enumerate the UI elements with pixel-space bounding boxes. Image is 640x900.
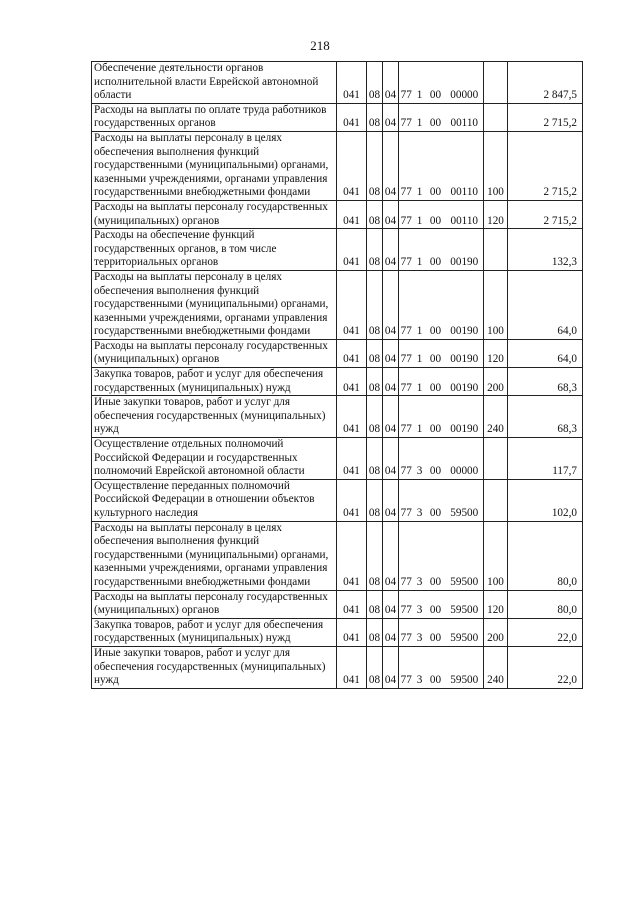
cs-measure-cell: 00 [426, 229, 446, 271]
cs-measure-cell: 00 [426, 521, 446, 590]
pr-cell: 04 [383, 229, 399, 271]
vr-cell [484, 62, 508, 104]
ved-cell: 041 [337, 590, 367, 618]
row-name: Обеспечение деятельности органов исполнительной власти Еврейской автономной области [92, 62, 337, 104]
cs-measure-cell: 00 [426, 131, 446, 200]
rz-cell: 08 [367, 229, 383, 271]
row-name: Иные закупки товаров, работ и услуг для обеспечения государственных (муниципальных) нужд [92, 646, 337, 688]
rz-cell: 08 [367, 396, 383, 438]
pr-cell: 04 [383, 131, 399, 200]
ved-cell: 041 [337, 339, 367, 367]
cs-program-cell: 77 [399, 479, 414, 521]
cs-direction-cell: 59500 [446, 590, 484, 618]
cs-measure-cell: 00 [426, 62, 446, 104]
table-row [92, 229, 583, 271]
cs-subprogram-cell: 1 [414, 62, 426, 104]
rz-cell: 08 [367, 103, 383, 131]
vr-cell: 120 [484, 200, 508, 228]
table-row [92, 368, 583, 396]
amount-cell: 2 715,2 [508, 200, 583, 228]
cs-measure-cell: 00 [426, 590, 446, 618]
rz-cell: 08 [367, 479, 383, 521]
rz-cell: 08 [367, 438, 383, 480]
pr-cell: 04 [383, 200, 399, 228]
table-row [92, 396, 583, 438]
vr-cell: 100 [484, 521, 508, 590]
row-name: Иные закупки товаров, работ и услуг для обеспечения государственных (муниципальных) нужд [92, 396, 337, 438]
pr-cell: 04 [383, 479, 399, 521]
amount-cell: 2 715,2 [508, 131, 583, 200]
cs-subprogram-cell: 3 [414, 646, 426, 688]
row-name: Осуществление переданных полномочий Российской Федерации в отношении объектов культурного наследия [92, 479, 337, 521]
row-name: Расходы на выплаты персоналу в целях обеспечения выполнения функций государственными (муниципальными) органами, казенными учреждениями, органами управления государственными внебюджетными фондами [92, 131, 337, 200]
row-name: Расходы на выплаты персоналу государственных (муниципальных) органов [92, 339, 337, 367]
table-row [92, 339, 583, 367]
cs-program-cell: 77 [399, 438, 414, 480]
table-row [92, 270, 583, 339]
table-row [92, 103, 583, 131]
cs-subprogram-cell: 1 [414, 200, 426, 228]
budget-table [91, 61, 583, 689]
table-row [92, 646, 583, 688]
pr-cell: 04 [383, 368, 399, 396]
cs-direction-cell: 00000 [446, 438, 484, 480]
table-row [92, 479, 583, 521]
cs-subprogram-cell: 1 [414, 131, 426, 200]
cs-subprogram-cell: 1 [414, 229, 426, 271]
table-row [92, 438, 583, 480]
vr-cell [484, 103, 508, 131]
vr-cell: 200 [484, 368, 508, 396]
cs-subprogram-cell: 1 [414, 396, 426, 438]
row-name: Закупка товаров, работ и услуг для обеспечения государственных (муниципальных) нужд [92, 368, 337, 396]
amount-cell: 22,0 [508, 646, 583, 688]
pr-cell: 04 [383, 103, 399, 131]
ved-cell: 041 [337, 103, 367, 131]
row-name: Расходы на выплаты персоналу в целях обеспечения выполнения функций государственными (муниципальными) органами, казенными учреждениями, органами управления государственными внебюджетными фондами [92, 521, 337, 590]
cs-subprogram-cell: 3 [414, 590, 426, 618]
cs-direction-cell: 00190 [446, 368, 484, 396]
vr-cell [484, 438, 508, 480]
cs-direction-cell: 59500 [446, 646, 484, 688]
cs-program-cell: 77 [399, 131, 414, 200]
table-row [92, 131, 583, 200]
pr-cell: 04 [383, 521, 399, 590]
cs-measure-cell: 00 [426, 438, 446, 480]
cs-program-cell: 77 [399, 396, 414, 438]
amount-cell: 2 715,2 [508, 103, 583, 131]
table-row [92, 62, 583, 104]
cs-measure-cell: 00 [426, 479, 446, 521]
amount-cell: 68,3 [508, 368, 583, 396]
pr-cell: 04 [383, 590, 399, 618]
amount-cell: 2 847,5 [508, 62, 583, 104]
ved-cell: 041 [337, 396, 367, 438]
table-row [92, 618, 583, 646]
rz-cell: 08 [367, 200, 383, 228]
ved-cell: 041 [337, 368, 367, 396]
cs-direction-cell: 59500 [446, 479, 484, 521]
cs-subprogram-cell: 1 [414, 339, 426, 367]
table-row [92, 521, 583, 590]
vr-cell: 200 [484, 618, 508, 646]
rz-cell: 08 [367, 270, 383, 339]
pr-cell: 04 [383, 438, 399, 480]
pr-cell: 04 [383, 62, 399, 104]
pr-cell: 04 [383, 646, 399, 688]
rz-cell: 08 [367, 339, 383, 367]
vr-cell [484, 479, 508, 521]
cs-measure-cell: 00 [426, 270, 446, 339]
cs-program-cell: 77 [399, 646, 414, 688]
row-name: Расходы на выплаты персоналу государственных (муниципальных) органов [92, 590, 337, 618]
row-name: Расходы на выплаты по оплате труда работников государственных органов [92, 103, 337, 131]
cs-measure-cell: 00 [426, 368, 446, 396]
cs-program-cell: 77 [399, 521, 414, 590]
table-row [92, 200, 583, 228]
cs-direction-cell: 00110 [446, 131, 484, 200]
cs-direction-cell: 00190 [446, 339, 484, 367]
rz-cell: 08 [367, 646, 383, 688]
pr-cell: 04 [383, 270, 399, 339]
amount-cell: 68,3 [508, 396, 583, 438]
cs-subprogram-cell: 1 [414, 270, 426, 339]
table-row [92, 590, 583, 618]
cs-measure-cell: 00 [426, 200, 446, 228]
row-name: Расходы на выплаты персоналу в целях обеспечения выполнения функций государственными (муниципальными) органами, казенными учреждениями, органами управления государственными внебюджетными фондами [92, 270, 337, 339]
vr-cell [484, 229, 508, 271]
cs-direction-cell: 59500 [446, 618, 484, 646]
ved-cell: 041 [337, 62, 367, 104]
cs-direction-cell: 00190 [446, 229, 484, 271]
cs-program-cell: 77 [399, 368, 414, 396]
cs-program-cell: 77 [399, 62, 414, 104]
amount-cell: 102,0 [508, 479, 583, 521]
vr-cell: 120 [484, 590, 508, 618]
cs-program-cell: 77 [399, 590, 414, 618]
cs-program-cell: 77 [399, 270, 414, 339]
ved-cell: 041 [337, 479, 367, 521]
rz-cell: 08 [367, 62, 383, 104]
cs-measure-cell: 00 [426, 618, 446, 646]
cs-measure-cell: 00 [426, 396, 446, 438]
row-name: Закупка товаров, работ и услуг для обеспечения государственных (муниципальных) нужд [92, 618, 337, 646]
cs-subprogram-cell: 3 [414, 479, 426, 521]
cs-subprogram-cell: 3 [414, 438, 426, 480]
pr-cell: 04 [383, 396, 399, 438]
cs-direction-cell: 59500 [446, 521, 484, 590]
row-name: Расходы на выплаты персоналу государственных (муниципальных) органов [92, 200, 337, 228]
cs-direction-cell: 00190 [446, 270, 484, 339]
rz-cell: 08 [367, 590, 383, 618]
ved-cell: 041 [337, 438, 367, 480]
ved-cell: 041 [337, 618, 367, 646]
amount-cell: 80,0 [508, 590, 583, 618]
cs-subprogram-cell: 3 [414, 618, 426, 646]
cs-direction-cell: 00110 [446, 103, 484, 131]
amount-cell: 22,0 [508, 618, 583, 646]
rz-cell: 08 [367, 368, 383, 396]
cs-direction-cell: 00190 [446, 396, 484, 438]
cs-subprogram-cell: 1 [414, 103, 426, 131]
vr-cell: 100 [484, 270, 508, 339]
cs-direction-cell: 00000 [446, 62, 484, 104]
cs-measure-cell: 00 [426, 103, 446, 131]
cs-direction-cell: 00110 [446, 200, 484, 228]
ved-cell: 041 [337, 229, 367, 271]
cs-measure-cell: 00 [426, 339, 446, 367]
cs-program-cell: 77 [399, 200, 414, 228]
cs-program-cell: 77 [399, 229, 414, 271]
ved-cell: 041 [337, 200, 367, 228]
row-name: Осуществление отдельных полномочий Российской Федерации и государственных полномочий Еврейской автономной области [92, 438, 337, 480]
rz-cell: 08 [367, 131, 383, 200]
ved-cell: 041 [337, 646, 367, 688]
amount-cell: 64,0 [508, 270, 583, 339]
amount-cell: 64,0 [508, 339, 583, 367]
cs-program-cell: 77 [399, 103, 414, 131]
cs-subprogram-cell: 1 [414, 368, 426, 396]
cs-program-cell: 77 [399, 618, 414, 646]
vr-cell: 240 [484, 646, 508, 688]
cs-subprogram-cell: 3 [414, 521, 426, 590]
amount-cell: 117,7 [508, 438, 583, 480]
pr-cell: 04 [383, 339, 399, 367]
ved-cell: 041 [337, 521, 367, 590]
rz-cell: 08 [367, 618, 383, 646]
vr-cell: 100 [484, 131, 508, 200]
cs-measure-cell: 00 [426, 646, 446, 688]
ved-cell: 041 [337, 270, 367, 339]
vr-cell: 240 [484, 396, 508, 438]
vr-cell: 120 [484, 339, 508, 367]
cs-program-cell: 77 [399, 339, 414, 367]
pr-cell: 04 [383, 618, 399, 646]
amount-cell: 80,0 [508, 521, 583, 590]
ved-cell: 041 [337, 131, 367, 200]
rz-cell: 08 [367, 521, 383, 590]
row-name: Расходы на обеспечение функций государственных органов, в том числе территориальных органов [92, 229, 337, 271]
amount-cell: 132,3 [508, 229, 583, 271]
budget-table-body [92, 62, 583, 689]
page-number: 218 [310, 38, 330, 53]
